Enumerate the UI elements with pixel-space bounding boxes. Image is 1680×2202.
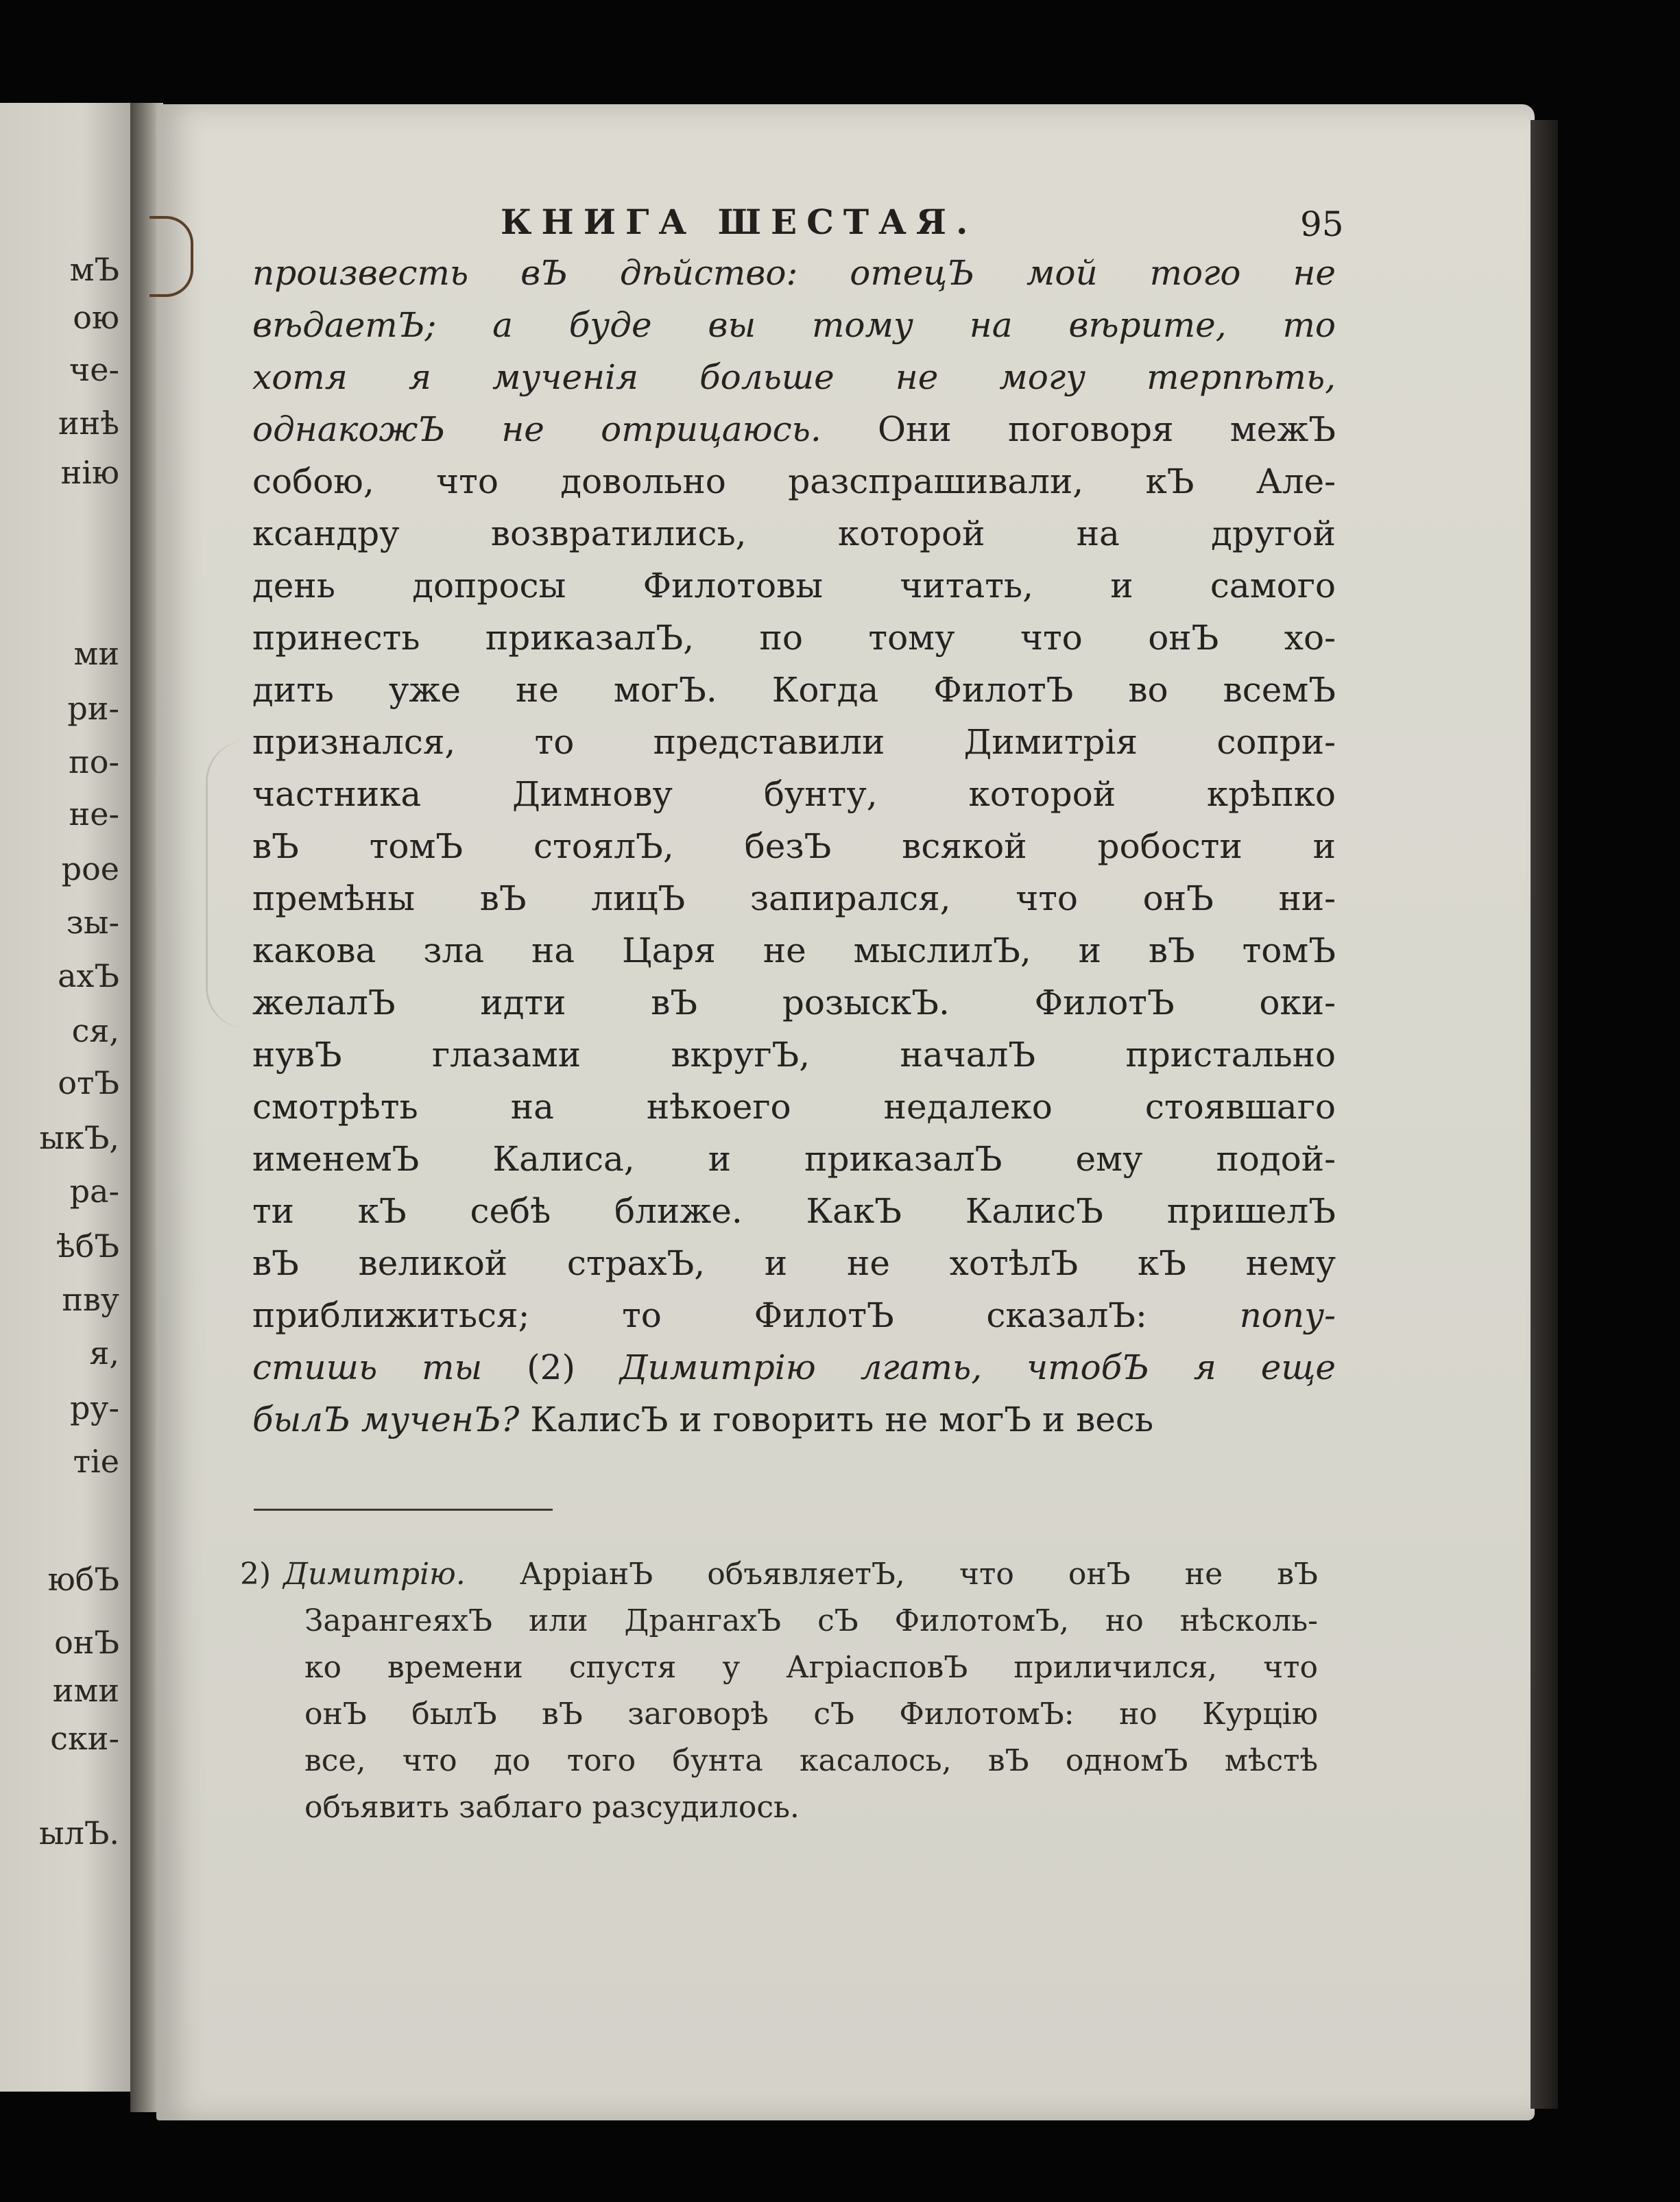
page-number: 95 <box>1300 204 1344 244</box>
footnote-text: объявить заблаго разсудилось. <box>304 1790 800 1825</box>
footnote-text: ЗарангеяхЪ или ДрангахЪ сЪ ФилотомЪ, но нѣсколь- <box>304 1603 1318 1638</box>
bookmark-thread <box>149 216 193 297</box>
text-line <box>252 1133 1336 1185</box>
left-page-fragment: ми <box>73 635 119 672</box>
footnote-line <box>240 1784 1318 1831</box>
text-segment: частника Димнову бунту, которой крѣпко <box>252 774 1336 814</box>
left-page-fragment: ри- <box>67 690 119 727</box>
footnote-text: онЪ былЪ вЪ заговорѣ сЪ ФилотомЪ: но Курцію <box>304 1697 1318 1732</box>
text-line <box>252 299 1336 351</box>
text-segment: вЪ томЪ стоялЪ, безЪ всякой робости и <box>252 826 1336 866</box>
left-page-fragment: тіе <box>73 1443 119 1480</box>
italic-segment: произвесть вЪ дѣйство: отецЪ мой того не <box>252 253 1336 293</box>
footnote-text: АрріанЪ объявляетЪ, что онЪ не вЪ <box>465 1557 1318 1592</box>
text-line <box>252 1393 1336 1446</box>
left-page-fragment: пву <box>62 1281 119 1318</box>
text-segment: ксандру возвратились, которой на другой <box>252 514 1336 553</box>
text-line <box>252 1029 1336 1081</box>
text-segment: желалЪ идти вЪ розыскЪ. ФилотЪ оки- <box>252 983 1336 1022</box>
text-line <box>252 977 1336 1029</box>
left-page-fragment: ра- <box>69 1173 119 1210</box>
text-line <box>252 403 1336 455</box>
text-line <box>252 612 1336 664</box>
italic-segment: Димитрію лгать, чтобЪ я еще <box>619 1348 1336 1387</box>
left-page-fragment: рое <box>61 850 119 887</box>
text-segment: премѣны вЪ лицЪ запирался, что онЪ ни- <box>252 878 1336 918</box>
previous-page-fragment <box>0 103 137 2092</box>
left-page-fragment: ылЪ. <box>39 1815 119 1852</box>
text-segment: вЪ великой страхЪ, и не хотѣлЪ кЪ нему <box>252 1243 1336 1283</box>
left-page-fragment: зы- <box>66 904 119 941</box>
text-line <box>252 872 1336 924</box>
text-line <box>252 820 1336 872</box>
text-line <box>252 560 1336 612</box>
text-line <box>252 924 1336 977</box>
left-page-fragment: по- <box>69 743 119 780</box>
text-segment: собою, что довольно разспрашивали, кЪ Але- <box>252 462 1336 501</box>
text-line <box>252 768 1336 820</box>
text-line <box>252 664 1336 716</box>
left-page-fragment: ру- <box>69 1389 119 1426</box>
text-segment: (2) <box>482 1348 620 1387</box>
left-page-fragment: не- <box>69 795 119 833</box>
text-segment: нувЪ глазами вкругЪ, началЪ пристально <box>252 1035 1336 1075</box>
running-title: КНИГА ШЕСТАЯ. <box>501 202 978 242</box>
text-line <box>252 1081 1336 1133</box>
text-line <box>252 1341 1336 1393</box>
left-page-fragment: ѣбЪ <box>56 1228 119 1265</box>
text-segment: ти кЪ себѣ ближе. КакЪ КалисЪ пришелЪ <box>252 1191 1336 1231</box>
left-page-fragment: ся, <box>71 1012 119 1049</box>
text-segment: принесть приказалЪ, по тому что онЪ хо- <box>252 618 1336 658</box>
text-line <box>252 1289 1336 1341</box>
footnote-marker: 2) <box>240 1557 272 1592</box>
left-page-fragment: че- <box>69 351 119 388</box>
left-page-fragment: ою <box>73 299 119 336</box>
text-line <box>252 247 1336 299</box>
text-line <box>252 455 1336 507</box>
text-segment: КалисЪ и говорить не могЪ и весь <box>519 1400 1154 1439</box>
text-segment: признался, то представили Димитрія сопри- <box>252 722 1336 762</box>
italic-segment: стишь ты <box>252 1348 483 1387</box>
left-page-fragment: ыкЪ, <box>39 1119 119 1156</box>
footnote <box>240 1551 1318 1831</box>
text-segment: смотрѣть на нѣкоего недалеко стоявшаго <box>252 1087 1336 1127</box>
left-page-fragment: ахЪ <box>58 957 119 994</box>
left-page-fragment: нію <box>60 454 119 491</box>
text-segment: день допросы Филотовы читать, и самого <box>252 566 1336 606</box>
italic-segment: хотя я мученія больше не могу терпѣть, <box>252 357 1336 397</box>
footnote-line <box>240 1598 1318 1644</box>
text-segment: приближиться; то ФилотЪ сказалЪ: <box>252 1295 1240 1335</box>
text-line <box>252 1237 1336 1289</box>
left-page-fragment: ими <box>52 1672 119 1709</box>
left-page-fragment: инѣ <box>58 405 119 442</box>
text-segment: дить уже не могЪ. Когда ФилотЪ во всемЪ <box>252 670 1336 710</box>
left-page-fragment: онЪ <box>54 1624 119 1661</box>
page-edge-shadow <box>1531 120 1558 2109</box>
italic-segment: былЪ мученЪ? <box>252 1400 520 1439</box>
text-segment: именемЪ Калиса, и приказалЪ ему подой- <box>252 1139 1336 1179</box>
footnote-line <box>240 1738 1318 1784</box>
footnote-line <box>240 1644 1318 1691</box>
footnote-line <box>240 1551 1318 1598</box>
left-page-fragment: мЪ <box>69 251 119 288</box>
italic-segment: вѣдаетЪ; а буде вы тому на вѣрите, то <box>252 305 1336 345</box>
text-segment: Они поговоря межЪ <box>821 409 1336 449</box>
text-line <box>252 716 1336 768</box>
left-page-fragment: отЪ <box>58 1064 119 1101</box>
text-segment: какова зла на Царя не мыслилЪ, и вЪ томЪ <box>252 931 1336 970</box>
italic-segment: попу- <box>1239 1295 1336 1335</box>
text-line <box>252 507 1336 560</box>
left-page-fragment: ски- <box>50 1720 119 1757</box>
footnote-text: все, что до того бунта касалось, вЪ одномЪ мѣстѣ <box>304 1743 1318 1778</box>
footnote-text: ко времени спустя у АгріасповЪ приличился, что <box>304 1650 1318 1685</box>
footnote-rule <box>254 1509 553 1511</box>
main-text <box>252 247 1336 1446</box>
italic-segment: однакожЪ не отрицаюсь. <box>252 409 821 449</box>
left-page-fragment: юбЪ <box>47 1561 119 1598</box>
footnote-line <box>240 1691 1318 1738</box>
text-line <box>252 351 1336 403</box>
left-page-fragment: я, <box>89 1335 119 1372</box>
footnote-term: Димитрію. <box>283 1557 466 1592</box>
text-line <box>252 1185 1336 1237</box>
